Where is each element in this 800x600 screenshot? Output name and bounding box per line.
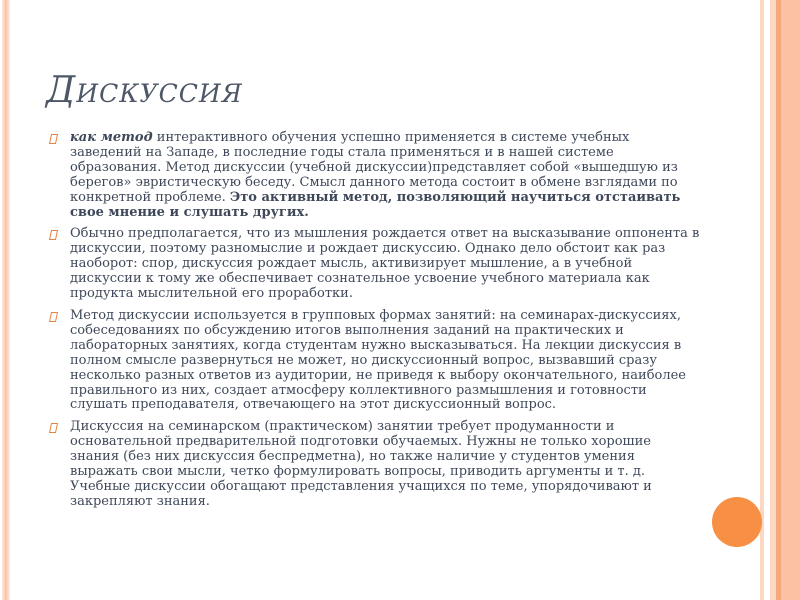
orange-circle-decoration (712, 497, 762, 547)
bullet-marker-icon (49, 134, 58, 144)
bullet-list (48, 131, 700, 517)
bullet-text: Метод дискуссии используется в групповых формах занятий: на семинарах-дискуссиях, собеседованиях по обсуждению итогов выполнения заданий на практических и лабораторных занятиях, когда студентам нужно высказываться. На лекции дискуссия в полном смысле развернуться не может, но дискуссионный вопрос, вызвавший сразу несколько разных ответов из аудитории, не приведя к выбору окончательного, наиболее правильного из них, создает атмосферу коллективного размышления и готовности слушать преподавателя, отвечающего на этот дискуссионный вопрос. (70, 307, 686, 413)
right-border-stripe-1 (760, 0, 764, 600)
left-border-stripe (2, 0, 10, 600)
slide-title: Дискуссия (46, 70, 243, 111)
right-border-stripe-4 (781, 0, 800, 600)
bullet-item (48, 131, 700, 220)
bullet-marker-icon (49, 312, 58, 322)
bullet-text: как метод интерактивного обучения успешно применяется в системе учебных заведений на Западе, в последние годы стала применяться и в нашей системе образования. Метод дискуссии (учебной дискуссии)представляет собой «вышедшую из берегов» эвристическую беседу. Смысл данного метода состоит в обмене взглядами по конкретной проблеме. Это активный метод, позволяющий научиться отстаивать свое мнение и слушать других. (70, 130, 681, 220)
bullet-item (48, 309, 700, 413)
bullet-item (48, 227, 700, 302)
bullet-marker-icon (49, 230, 58, 240)
bullet-marker-icon (49, 423, 58, 433)
bullet-text: Дискуссия на семинарском (практическом) занятии требует продуманности и основательной предварительной подготовки обучаемых. Нужны не только хорошие знания (без них дискуссия беспредметна), но также наличие у студентов умения выражать свои мысли, четко формулировать вопросы, приводить аргументы и т. д. Учебные дискуссии обогащают представления учащихся по теме, упорядочивают и закрепляют знания. (70, 419, 652, 509)
bullet-text: Обычно предполагается, что из мышления рождается ответ на высказывание оппонента в дискуссии, поэтому разномыслие и рождает дискуссию. Однако дело обстоит как раз наоборот: спор, дискуссия рождает мысль, активизирует мышление, а в учебной дискуссии к тому же обеспечивает сознательное усвоение учебного материала как продукта мыслительной его проработки. (70, 226, 700, 302)
bullet-item (48, 420, 700, 509)
